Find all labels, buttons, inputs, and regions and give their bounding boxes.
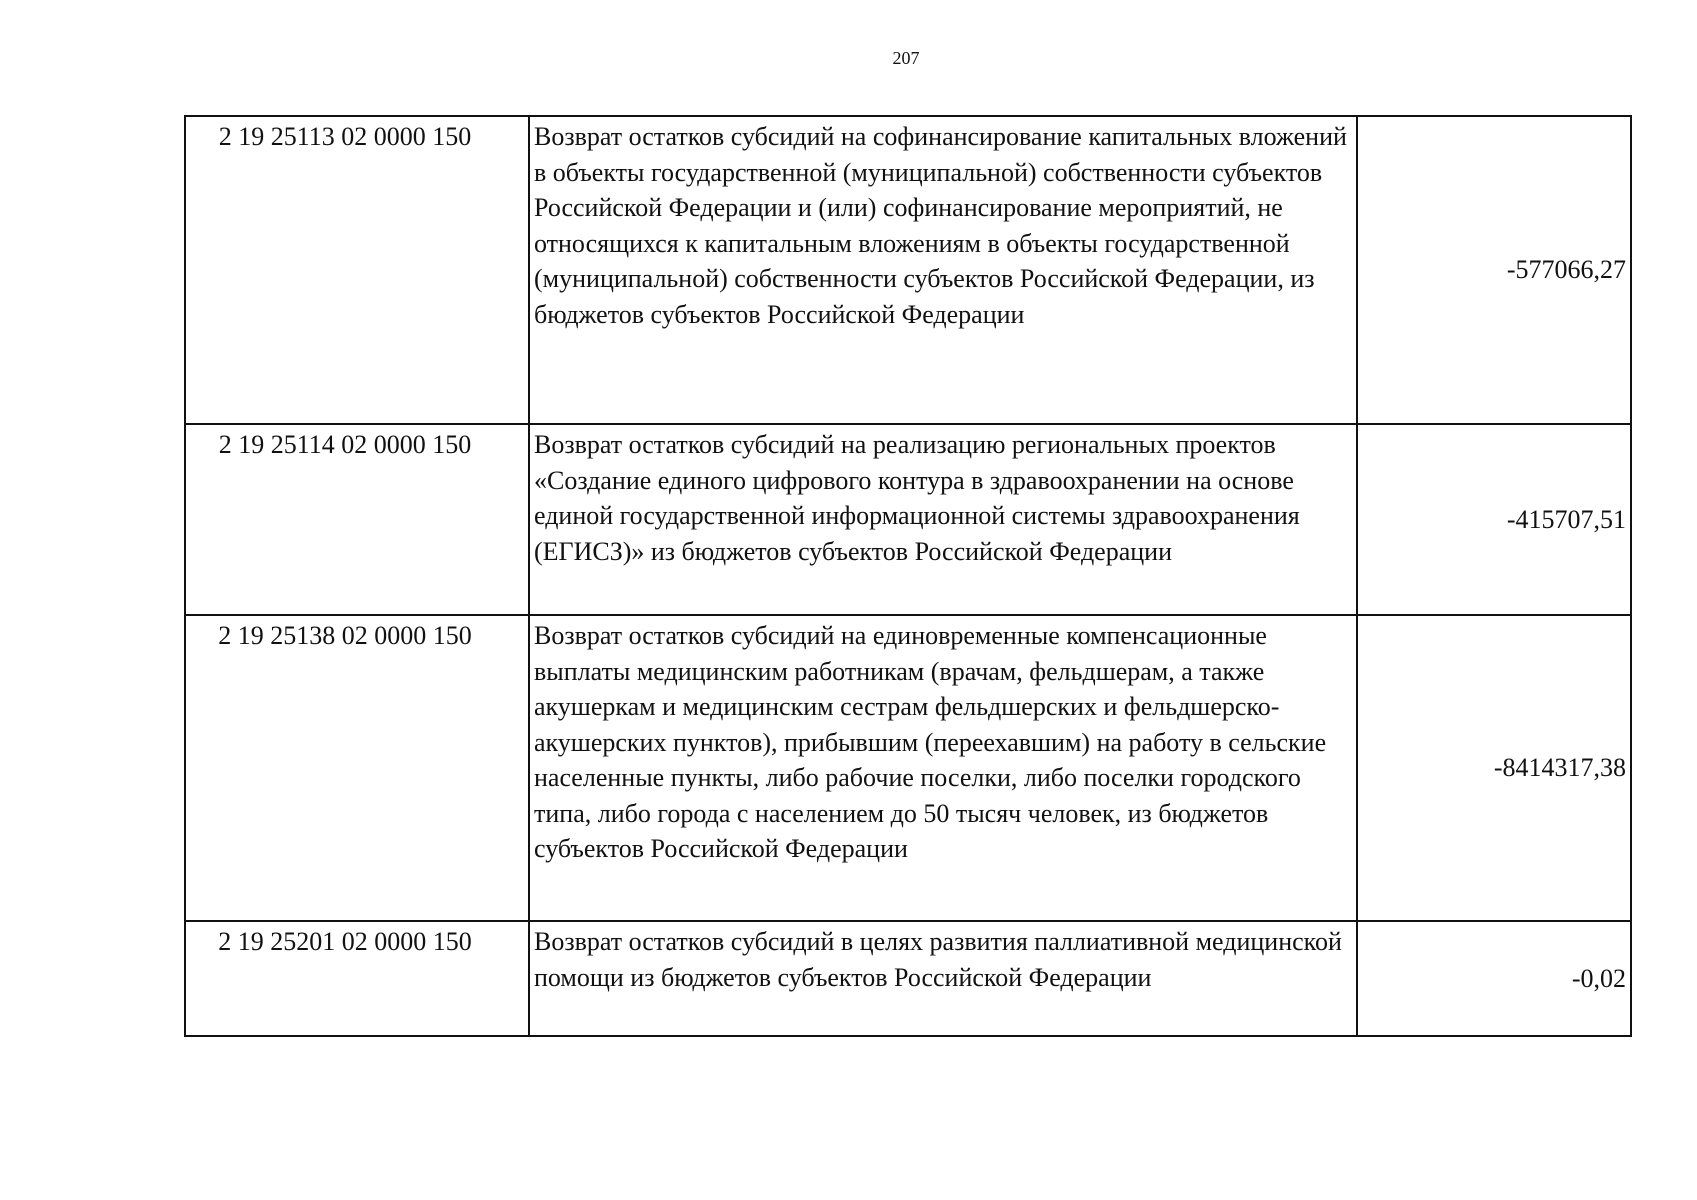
table-row: [185, 615, 1631, 921]
description-cell: Возврат остатков субсидий на софинансирование капитальных вложений в объекты государственной (муниципальной) собственности субъектов Российской Федерации и (или) софинансирование мероприятий, не относящихся к капитальным вложениям в объекты государственной (муниципальной) собственности субъектов Российской Федерации, из бюджетов субъектов Российской Федерации: [529, 116, 1357, 424]
budget-code-cell: 2 19 25114 02 0000 150: [185, 424, 529, 615]
table-row: [185, 921, 1631, 1036]
amount-cell: -415707,51: [1357, 424, 1631, 615]
amount-cell: -577066,27: [1357, 116, 1631, 424]
budget-code-cell: 2 19 25113 02 0000 150: [185, 116, 529, 424]
budget-code-cell: 2 19 25201 02 0000 150: [185, 921, 529, 1036]
page-number: 207: [892, 48, 920, 68]
budget-table: [184, 115, 1632, 1037]
description-cell: Возврат остатков субсидий в целях развития паллиативной медицинской помощи из бюджетов субъектов Российской Федерации: [529, 921, 1357, 1036]
amount-cell: -0,02: [1357, 921, 1631, 1036]
table-row: [185, 424, 1631, 615]
amount-cell: -8414317,38: [1357, 615, 1631, 921]
description-cell: Возврат остатков субсидий на единовременные компенсационные выплаты медицинским работникам (врачам, фельдшерам, а также акушеркам и медицинским сестрам фельдшерских и фельдшерско-акушерских пунктов), прибывшим (переехавшим) на работу в сельские населенные пункты, либо рабочие поселки, либо поселки городского типа, либо города с населением до 50 тысяч человек, из бюджетов субъектов Российской Федерации: [529, 615, 1357, 921]
table-row: [185, 116, 1631, 424]
budget-code-cell: 2 19 25138 02 0000 150: [185, 615, 529, 921]
description-cell: Возврат остатков субсидий на реализацию региональных проектов «Создание единого цифрового контура в здравоохранении на основе единой государственной информационной системы здравоохранения (ЕГИСЗ)» из бюджетов субъектов Российской Федерации: [529, 424, 1357, 615]
